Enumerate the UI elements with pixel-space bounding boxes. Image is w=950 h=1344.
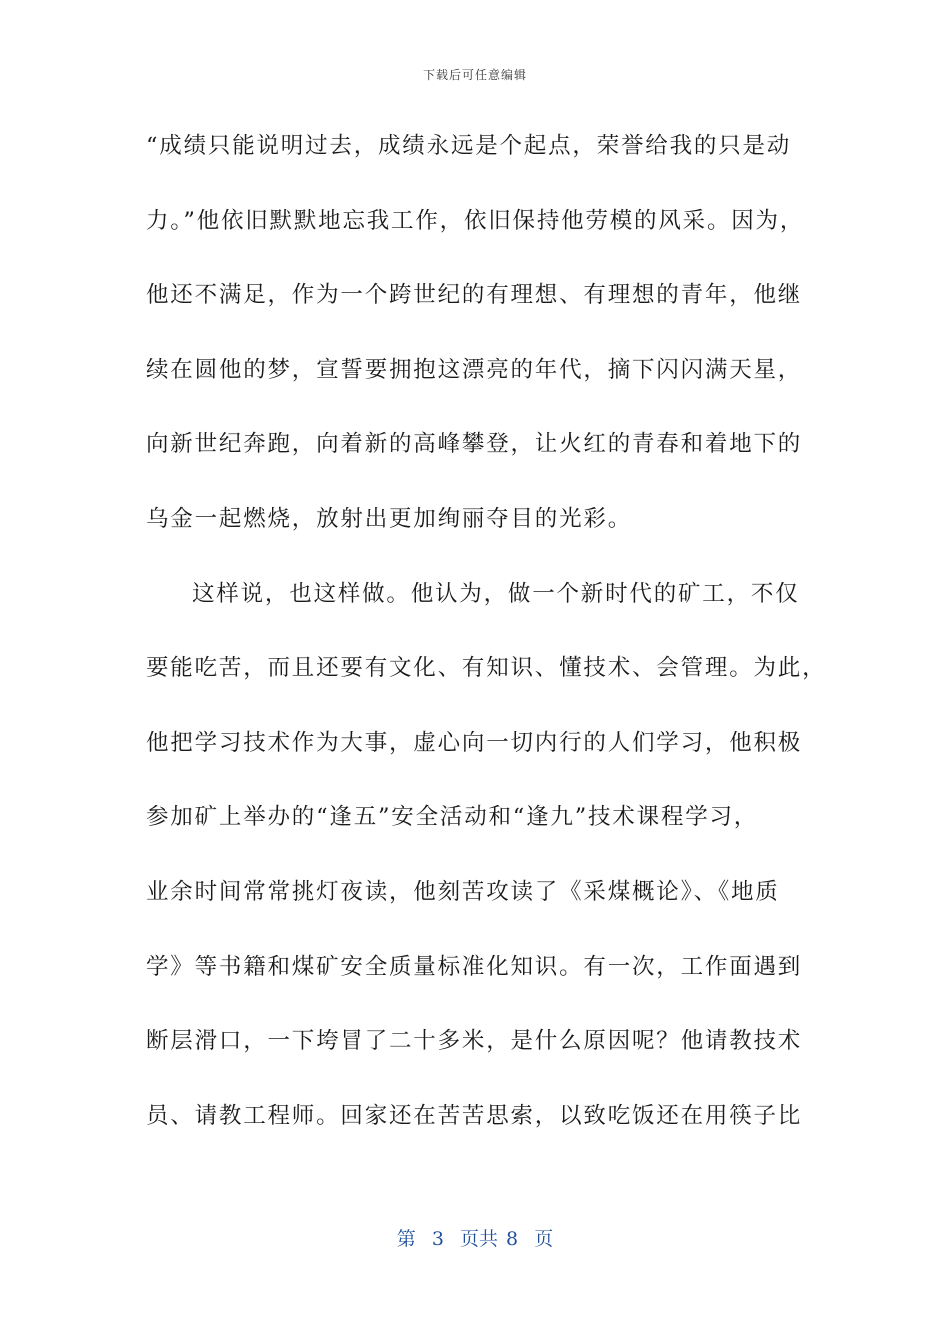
- text-line: 断层滑口，一下垮冒了二十多米，是什么原因呢？他请教技术: [146, 1028, 803, 1055]
- document-body: [146, 122, 827, 1166]
- page-number-text: 第 3 页共 8 页: [396, 1228, 554, 1250]
- page-number-footer: [0, 1224, 950, 1251]
- text-line: 业余时间常常挑灯夜读，他刻苦攻读了《采煤概论》、《地质: [146, 878, 780, 905]
- text-line: 力。”他依旧默默地忘我工作，依旧保持他劳模的风采。因为，: [146, 207, 805, 234]
- text-line: 他还不满足，作为一个跨世纪的有理想、有理想的青年，他继: [146, 282, 803, 309]
- text-line: 参加矿上举办的“逢五”安全活动和“逢九”技术课程学习，: [146, 804, 759, 831]
- text-line: 乌金一起燃烧，放射出更加绚丽夺目的光彩。: [146, 505, 633, 532]
- text-line: “成绩只能说明过去，成绩永远是个起点，荣誉给我的只是动: [146, 133, 792, 159]
- text-line: 学》等书籍和煤矿安全质量标准化知识。有一次，工作面遇到: [146, 953, 803, 980]
- text-line: 员、请教工程师。回家还在苦苦思索，以致吃饭还在用筷子比: [146, 1102, 803, 1129]
- text-line: 续在圆他的梦，宣誓要拥抱这漂亮的年代，摘下闪闪满天星，: [146, 356, 803, 383]
- text-line-paragraph-start: 这样说，也这样做。他认为，做一个新时代的矿工，不仅: [192, 580, 800, 607]
- text-line: 向新世纪奔跑，向着新的高峰攀登，让火红的青春和着地下的: [146, 431, 803, 458]
- text-line: 他把学习技术作为大事，虚心向一切内行的人们学习，他积极: [146, 729, 803, 756]
- page-header: 下载后可任意编辑: [422, 68, 527, 82]
- text-line: 要能吃苦，而且还要有文化、有知识、懂技术、会管理。为此，: [146, 655, 827, 682]
